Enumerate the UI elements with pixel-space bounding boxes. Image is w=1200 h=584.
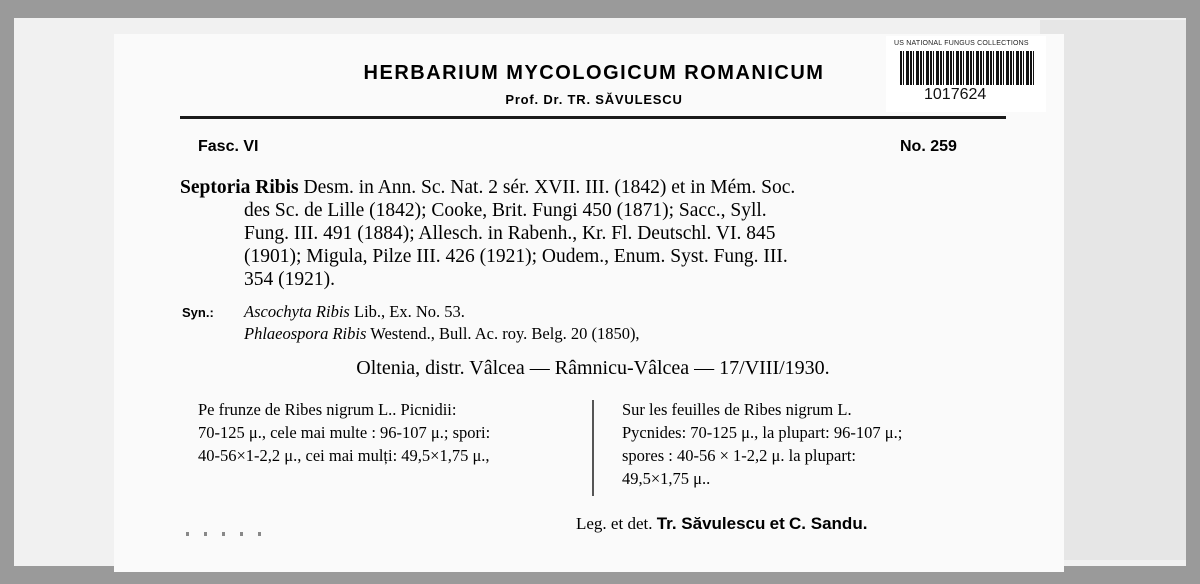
description-fr-line: spores : 40-56 × 1-2,2 μ. la plupart: (622, 446, 856, 465)
synonym-2-ref: Westend., Bull. Ac. roy. Belg. 20 (1850), (366, 324, 640, 343)
citation-line-1 (180, 176, 1010, 199)
citation-line-3: Fung. III. 491 (1884); Allesch. in Rabenh., Kr. Fl. Deutschl. VI. 845 (244, 223, 776, 244)
citation-text-1: Desm. in Ann. Sc. Nat. 2 sér. XVII. III. (1842) et in Mém. Soc. (303, 177, 796, 198)
description-fr-line: Sur les feuilles de Ribes nigrum L. (622, 400, 852, 419)
citation-block (180, 176, 1010, 291)
column-divider (592, 400, 594, 496)
synonym-1-name: Ascochyta Ribis (244, 302, 350, 321)
barcode-number: 1017624 (924, 86, 987, 103)
header-rule (180, 116, 1006, 119)
herbarium-title: HERBARIUM MYCOLOGICUM ROMANICUM (363, 62, 825, 84)
species-name: Septoria Ribis (180, 177, 299, 198)
collector-name-2: C. Sandu. (789, 514, 868, 533)
barcode-caption: US NATIONAL FUNGUS COLLECTIONS (894, 40, 1029, 47)
description-ro-line: 40-56×1-2,2 μ., cei mai mulți: 49,5×1,75 μ., (198, 446, 490, 465)
description-ro-line: 70-125 μ., cele mai multe : 96-107 μ.; spori: (198, 423, 491, 442)
citation-line-2: des Sc. de Lille (1842); Cooke, Brit. Fungi 450 (1871); Sacc., Syll. (244, 200, 767, 221)
description-romanian (198, 398, 490, 467)
print-specks (186, 532, 266, 536)
citation-line-5: 354 (1921). (244, 269, 335, 290)
collector-line (576, 514, 867, 534)
synonyms-label: Syn.: (182, 305, 214, 320)
synonym-2 (244, 324, 640, 344)
citation-line-4: (1901); Migula, Pilze III. 426 (1921); Oudem., Enum. Syst. Fung. III. (244, 246, 788, 267)
specimen-number: No. 259 (900, 138, 957, 155)
fascicle-label: Fasc. VI (198, 138, 259, 155)
collector-joiner: et (769, 514, 785, 533)
synonym-2-name: Phlaeospora Ribis (244, 324, 367, 343)
description-fr-line: 49,5×1,75 μ.. (622, 469, 711, 488)
description-fr-line: Pycnides: 70-125 μ., la plupart: 96-107 μ.; (622, 423, 903, 442)
locality-line: Oltenia, distr. Vâlcea — Râmnicu-Vâlcea — 17/VIII/1930. (356, 357, 830, 379)
description-ro-line: Pe frunze de Ribes nigrum L.. Picnidii: (198, 400, 457, 419)
synonym-1 (244, 302, 465, 322)
collector-prefix: Leg. et det. (576, 514, 653, 533)
collector-name-1: Tr. Săvulescu (656, 514, 766, 533)
herbarium-subtitle: Prof. Dr. TR. SĂVULESCU (505, 92, 683, 107)
synonym-1-ref: Lib., Ex. No. 53. (349, 302, 465, 321)
description-french (622, 398, 902, 490)
